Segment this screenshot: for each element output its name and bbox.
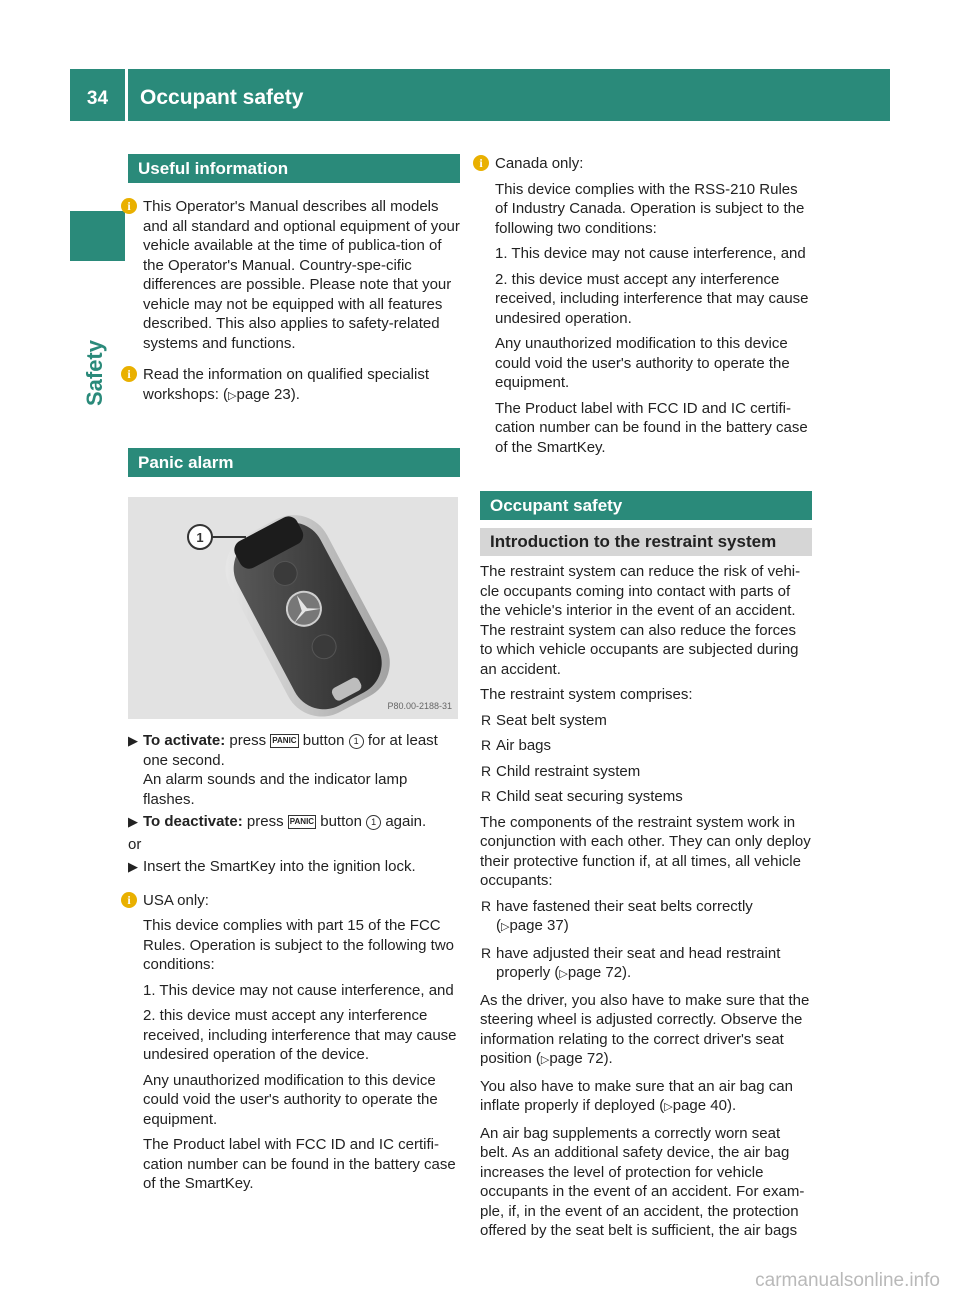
canada-text: The Product label with FCC ID and IC certifi-cation number can be found in the battery case of the SmartKey.	[495, 399, 808, 456]
smartkey-figure	[128, 497, 458, 719]
step-activate	[128, 731, 460, 809]
page-ref-arrow-icon: ▷	[501, 921, 510, 933]
watermark: carmanualsonline.info	[755, 1270, 940, 1291]
usa-text: This device complies with part 15 of the FCC Rules. Operation is subject to the following two conditions:	[143, 917, 454, 973]
occupant-safety-heading: Occupant safety	[480, 491, 812, 520]
activate-text: for at least one second.	[143, 732, 438, 769]
info-note-models	[128, 197, 460, 353]
figure-callout-1: 1	[196, 530, 204, 545]
step-arrow-icon: ▶	[128, 859, 138, 874]
list-item: R Seat belt system	[481, 711, 607, 729]
intro-paragraph: The restraint system can reduce the risk of vehi-cle occupants coming into contact with parts of the vehicle's interior in the event of an accident. The restraint system can also reduce the forces to which vehicle occupants are subjected during an accident.	[480, 563, 801, 678]
bullet-icon: R	[481, 711, 492, 728]
page-ref-arrow-icon: ▷	[559, 968, 568, 980]
info-note-canada	[480, 154, 812, 457]
side-tab-block	[70, 211, 125, 261]
deactivate-text: again.	[385, 813, 427, 830]
info-note-usa	[128, 891, 460, 1194]
panic-button-icon: PANIC	[288, 815, 316, 829]
usa-text: 1. This device may not cause interference, and	[143, 981, 454, 999]
usa-text: Any unauthorized modification to this device could void the user's authority to operate the equipment.	[143, 1071, 438, 1128]
list-item: R Air bags	[481, 737, 552, 754]
info-note-text: Read the information on qualified specialist workshops: (	[143, 366, 430, 403]
bullet-icon: R	[481, 897, 492, 914]
canada-text: 2. this device must accept any interference received, including interference that may cause undesired operation.	[495, 270, 809, 327]
step-arrow-icon: ▶	[128, 733, 138, 748]
canada-text: This device complies with the RSS-210 Rules of Industry Canada. Operation is subject to the following two conditions:	[495, 180, 805, 237]
page-ref-link[interactable]: page 23).	[236, 385, 300, 403]
usa-text: The Product label with FCC ID and IC certifi-cation number can be found in the battery case of the SmartKey.	[143, 1136, 456, 1192]
useful-information-heading: Useful information	[128, 154, 460, 183]
page-ref-link[interactable]: page 40).	[672, 1097, 737, 1114]
intro-paragraph: The components of the restraint system work in conjunction with each other. They can only deploy their protective function if, at all times, all vehicle occupants:	[480, 813, 811, 889]
info-icon: i	[121, 366, 137, 382]
list-item: R Child restraint system	[481, 762, 641, 780]
callout-1-icon: 1	[366, 815, 381, 830]
bullet-icon: R	[481, 737, 492, 753]
info-icon: i	[473, 155, 489, 171]
page-ref-link[interactable]: page 72).	[549, 1050, 613, 1067]
deactivate-text: button	[320, 813, 362, 830]
side-tab	[82, 340, 122, 440]
page-number: 34	[86, 88, 109, 109]
list-item: R Child seat securing systems	[481, 788, 683, 805]
activate-text: press	[229, 732, 267, 749]
right-column	[480, 154, 812, 1247]
page-ref-link[interactable]: page 72).	[567, 964, 632, 981]
insert-key-text: Insert the SmartKey into the ignition lock.	[143, 858, 416, 875]
info-icon: i	[121, 198, 137, 214]
left-column	[128, 154, 460, 1200]
header-divider	[125, 69, 128, 121]
deactivate-label: To deactivate:	[143, 813, 243, 830]
page-ref-link[interactable]: page 37)	[509, 917, 569, 934]
side-tab-label: Safety	[82, 340, 107, 407]
usa-title: USA only:	[143, 891, 209, 909]
page-title: Occupant safety	[140, 86, 304, 109]
bullet-icon: R	[481, 788, 492, 804]
canada-text: 1. This device may not cause interference, and	[495, 245, 806, 262]
intro-paragraph: You also have to make sure that an air bag can inflate properly if deployed (▷page 40).	[480, 1077, 793, 1114]
list-item: R have fastened their seat belts correctly (▷page 37)	[481, 897, 753, 934]
step-arrow-icon: ▶	[128, 814, 138, 829]
smartkey-illustration	[128, 497, 458, 719]
intro-paragraph: The restraint system comprises:	[480, 686, 693, 703]
intro-paragraph: As the driver, you also have to make sure that the steering wheel is adjusted correctly. Observe the information relating to the correct driver's seat position (▷page 72).	[480, 991, 810, 1067]
page-ref-arrow-icon: ▷	[228, 389, 237, 402]
bullet-icon: R	[481, 762, 492, 779]
deactivate-text: press	[246, 813, 284, 830]
info-note-text: This Operator's Manual describes all models and all standard and optional equipment of your vehicle available at the time of publica-tion of the Operator's Manual. Country-spe-cific differences are possible. Please note that your vehicle may not be equipped with all features described. This also applies to safety-related systems and functions.	[143, 198, 460, 352]
step-insert-key	[128, 857, 460, 877]
info-icon: i	[121, 892, 137, 908]
list-item: R have adjusted their seat and head restraint properly (▷page 72).	[481, 944, 781, 981]
canada-text: Any unauthorized modification to this device could void the user's authority to operate the equipment.	[495, 335, 790, 391]
figure-code: P80.00-2188-31	[387, 700, 452, 711]
activate-result-text: An alarm sounds and the indicator lamp flashes.	[143, 771, 408, 808]
usa-text: 2. this device must accept any interference received, including interference that may cause undesired operation of the device.	[143, 1007, 457, 1063]
page-ref-arrow-icon: ▷	[664, 1101, 673, 1113]
intro-paragraph: An air bag supplements a correctly worn seat belt. As an additional safety device, the air bag increases the level of protection for vehicle occupants in the event of an accident. For exam-ple, if, in the event of an accident, the protection offered by the seat belt is sufficient, the air bags	[480, 1124, 805, 1239]
restraint-system-heading: Introduction to the restraint system	[480, 528, 812, 556]
info-note-workshops	[128, 365, 460, 406]
panic-alarm-heading: Panic alarm	[128, 448, 460, 477]
bullet-icon: R	[481, 944, 492, 961]
step-deactivate	[128, 812, 460, 832]
activate-text: button	[302, 732, 345, 749]
callout-1-icon: 1	[349, 734, 364, 749]
canada-title: Canada only:	[495, 155, 584, 172]
page-ref-arrow-icon: ▷	[540, 1054, 550, 1066]
activate-label: To activate:	[143, 732, 226, 749]
or-text: or	[128, 835, 142, 853]
panic-button-icon: PANIC	[270, 734, 298, 748]
